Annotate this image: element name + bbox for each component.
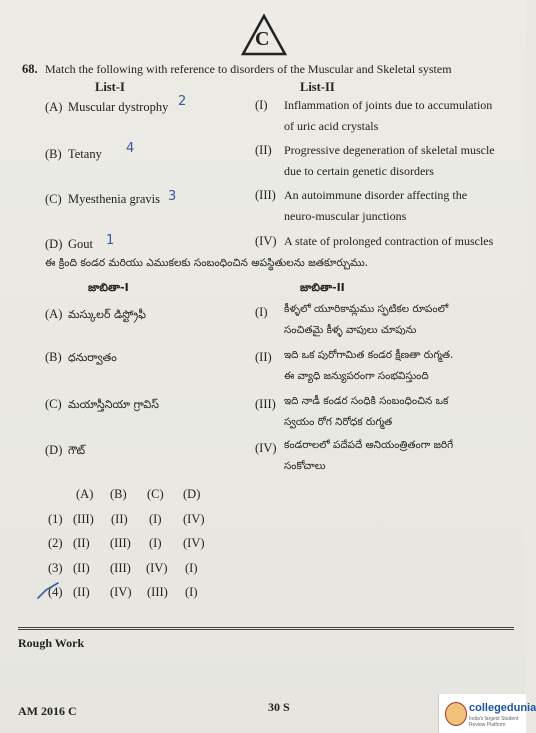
list2-heading: List-II: [300, 80, 335, 94]
mascot-icon: [445, 702, 467, 726]
handwritten-mark: 2: [178, 94, 187, 109]
option-number[interactable]: (2): [48, 536, 63, 550]
option-cell: (III): [147, 585, 168, 599]
option-cell: (III): [73, 512, 94, 526]
list2-item-line: A state of prolonged contraction of muscles: [284, 234, 494, 248]
telugu-list2-key: (I): [255, 305, 268, 319]
list1-item-key: (B): [45, 147, 62, 161]
question-text: Match the following with reference to disorders of the Muscular and Skeletal system: [45, 62, 452, 76]
list2-item-key: (II): [255, 143, 272, 157]
telugu-list1-text: ధనుర్వాతం: [68, 351, 117, 364]
list1-item-key: (C): [45, 192, 62, 206]
telugu-list2-line: సంచితమై కీళ్ళ వాపులు చూపును: [284, 324, 417, 336]
question-number: 68.: [22, 62, 38, 76]
telugu-list2-line: కండరాలలో పదేపదే అనియంత్రితంగా జరిగే: [284, 439, 454, 451]
option-cell: (III): [110, 536, 131, 550]
list2-item-key: (IV): [255, 234, 277, 248]
telugu-list1-key: (C): [45, 397, 62, 411]
option-cell: (I): [185, 585, 198, 599]
collegedunia-logo[interactable]: [438, 694, 536, 733]
handwritten-mark: 1: [106, 233, 115, 248]
telugu-list2-key: (II): [255, 350, 272, 364]
option-cell: (II): [73, 585, 90, 599]
telugu-list2-heading: జాబితా-II: [300, 281, 345, 294]
list1-item-text: Myesthenia gravis: [68, 192, 160, 206]
options-header-cell: (C): [147, 487, 164, 501]
telugu-list1-text: గౌట్: [68, 444, 86, 457]
list2-item-line: due to certain genetic disorders: [284, 164, 434, 178]
telugu-list2-line: సంకోచాలు: [284, 460, 326, 472]
option-number[interactable]: (4): [48, 585, 63, 599]
telugu-list2-line: ఇది ఒక పురోగామిత కండర క్షీణతా రుగ్మత.: [284, 349, 454, 361]
telugu-list1-heading: జాబితా-I: [88, 281, 129, 294]
logo-name: collegedunia: [469, 702, 536, 714]
option-cell: (IV): [110, 585, 132, 599]
telugu-list2-line: కీళ్ళలో యూరికామ్లము స్ఫటికల రూపంలో: [284, 303, 449, 315]
telugu-list2-line: స్వయం రోగ నిరోధక రుగ్మత: [284, 416, 393, 428]
divider-line: [18, 629, 514, 630]
list2-item-line: An autoimmune disorder affecting the: [284, 188, 468, 202]
list2-item-line: Inflammation of joints due to accumulation: [284, 98, 493, 112]
logo-tagline: India's largest Student Review Platform: [469, 716, 519, 728]
option-cell: (IV): [183, 512, 205, 526]
handwritten-tick-icon: [36, 580, 60, 600]
list1-item-text: Gout: [68, 237, 93, 251]
list1-item-key: (D): [45, 237, 63, 251]
options-header-cell: (D): [183, 487, 201, 501]
rough-work-label: Rough Work: [18, 636, 85, 650]
option-cell: (IV): [183, 536, 205, 550]
option-cell: (II): [111, 512, 128, 526]
option-cell: (I): [185, 561, 198, 575]
options-header-cell: (A): [76, 487, 94, 501]
option-cell: (II): [73, 561, 90, 575]
list2-item-key: (III): [255, 188, 276, 202]
list1-heading: List-I: [95, 80, 125, 94]
option-cell: (I): [149, 536, 162, 550]
telugu-list1-key: (A): [45, 307, 63, 321]
list1-item-text: Muscular dystrophy: [68, 100, 169, 114]
telugu-list1-key: (D): [45, 443, 63, 457]
list1-item-text: Tetany: [68, 147, 102, 161]
list2-item-key: (I): [255, 98, 268, 112]
telugu-list2-line: ఇది నాడీ కండర సంధికి సంబంధించిన ఒక: [284, 395, 449, 407]
page-number: 30 S: [268, 700, 290, 714]
divider-line: [18, 627, 514, 628]
handwritten-mark: 4: [126, 141, 135, 156]
option-number[interactable]: (1): [48, 512, 63, 526]
list2-item-line: of uric acid crystals: [284, 119, 379, 133]
telugu-list2-key: (III): [255, 397, 276, 411]
list2-item-line: Progressive degeneration of skeletal muscle: [284, 143, 495, 157]
series-mark: C: [255, 28, 270, 50]
option-cell: (II): [73, 536, 90, 550]
telugu-list2-key: (IV): [255, 441, 277, 455]
telugu-list1-key: (B): [45, 350, 62, 364]
telugu-intro: ఈ క్రింది కండర మరియు ఎముకలకు సంబంధించిన అపస్థితులను జతకూర్చుము.: [45, 257, 369, 269]
option-cell: (III): [110, 561, 131, 575]
option-number[interactable]: (3): [48, 561, 63, 575]
list2-item-line: neuro-muscular junctions: [284, 209, 407, 223]
exam-code: AM 2016 C: [18, 704, 77, 718]
options-header-cell: (B): [110, 487, 127, 501]
option-cell: (I): [149, 512, 162, 526]
telugu-list1-text: మస్కులర్ డిస్ట్రోఫీ: [68, 308, 146, 321]
list1-item-key: (A): [45, 100, 63, 114]
handwritten-mark: 3: [168, 189, 177, 204]
telugu-list2-line: ఈ వ్యాధి జన్యుపరంగా సంభవిస్తుంది: [284, 370, 429, 382]
option-cell: (IV): [146, 561, 168, 575]
telugu-list1-text: మయాస్తీనియా గ్రావిస్: [68, 398, 159, 411]
